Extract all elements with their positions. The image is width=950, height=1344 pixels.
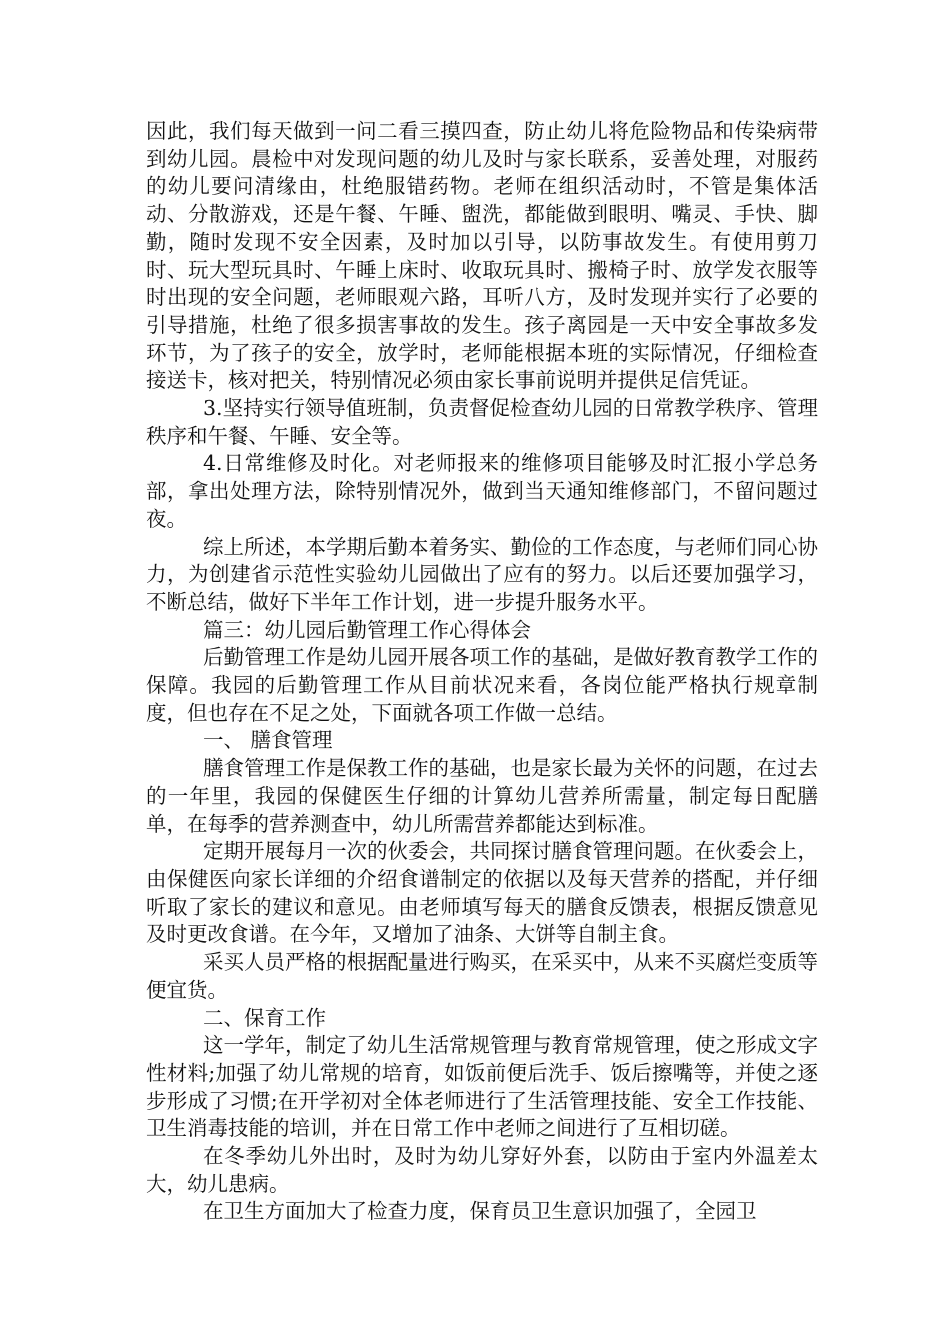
paragraph-hygiene-inspection: 在卫生方面加大了检查力度，保育员卫生意识加强了，全园卫 [203, 1199, 757, 1224]
section-heading-childcare-work: 二、保育工作 [203, 1005, 326, 1030]
paragraph-meal-committee: 定期开展每月一次的伙委会，共同探讨膳食管理问题。在伙委会上，由保健医向家长详细的介绍食谱制定的依据以及每天营养的搭配，并仔细听取了家长的建议和意见。由老师填写每天的膳食反馈表，根据反馈意见及时更改食谱。在今年，又增加了油条、大饼等自制主食。 [146, 839, 818, 947]
paragraph-purchasing: 采买人员严格的根据配量进行购买，在采买中，从来不买腐烂变质等便宜货。 [146, 950, 818, 1002]
paragraph-logistics-intro: 后勤管理工作是幼儿园开展各项工作的基础，是做好教育教学工作的保障。我园的后勤管理工作从目前状况来看，各岗位能严格执行规章制度，但也存在不足之处，下面就各项工作做一总结。 [146, 645, 818, 725]
paragraph-routine-management: 这一学年，制定了幼儿生活常规管理与教育常规管理，使之形成文字性材料;加强了幼儿常规的培育，如饭前便后洗手、饭后擦嘴等，并使之逐步形成了习惯;在开学初对全体老师进行了生活管理技能、安全工作技能、卫生消毒技能的培训，并在日常工作中老师之间进行了互相切磋。 [146, 1033, 818, 1141]
document-body [146, 118, 818, 1226]
paragraph-duty-system: 3.坚持实行领导值班制，负责督促检查幼儿园的日常教学秩序、管理秩序和午餐、午睡、安全等。 [146, 396, 818, 448]
paragraph-safety-checks: 因此，我们每天做到一问二看三摸四查，防止幼儿将危险物品和传染病带到幼儿园。晨检中对发现问题的幼儿及时与家长联系，妥善处理，对服药的幼儿要问清缘由，杜绝服错药物。老师在组织活动时，不管是集体活动、分散游戏，还是午餐、午睡、盥洗，都能做到眼明、嘴灵、手快、脚勤，随时发现不安全因素，及时加以引导，以防事故发生。有使用剪刀时、玩大型玩具时、午睡上床时、收取玩具时、搬椅子时、放学发衣服等时出现的安全问题，老师眼观六路，耳听八方，及时发现并实行了必要的引导措施，杜绝了很多损害事故的发生。孩子离园是一天中安全事故多发环节，为了孩子的安全，放学时，老师能根据本班的实际情况，仔细检查接送卡，核对把关，特别情况必须由家长事前说明并提供足信凭证。 [146, 119, 818, 393]
section-heading-diet-management: 一、 膳食管理 [203, 728, 333, 753]
paragraph-diet-work: 膳食管理工作是保教工作的基础，也是家长最为关怀的问题，在过去的一年里，我园的保健医生仔细的计算幼儿营养所需量，制定每日配膳单，在每季的营养测查中，幼儿所需营养都能达到标准。 [146, 756, 818, 836]
paragraph-winter-care: 在冬季幼儿外出时，及时为幼儿穿好外套，以防由于室内外温差太大，幼儿患病。 [146, 1144, 818, 1196]
section-heading-part-three: 篇三：幼儿园后勤管理工作心得体会 [203, 617, 531, 642]
paragraph-maintenance: 4.日常维修及时化。对老师报来的维修项目能够及时汇报小学总务部，拿出处理方法，除特别情况外，做到当天通知维修部门，不留问题过夜。 [146, 451, 818, 531]
paragraph-summary: 综上所述，本学期后勤本着务实、勤俭的工作态度，与老师们同心协力，为创建省示范性实验幼儿园做出了应有的努力。以后还要加强学习，不断总结，做好下半年工作计划，进一步提升服务水平。 [146, 534, 818, 614]
